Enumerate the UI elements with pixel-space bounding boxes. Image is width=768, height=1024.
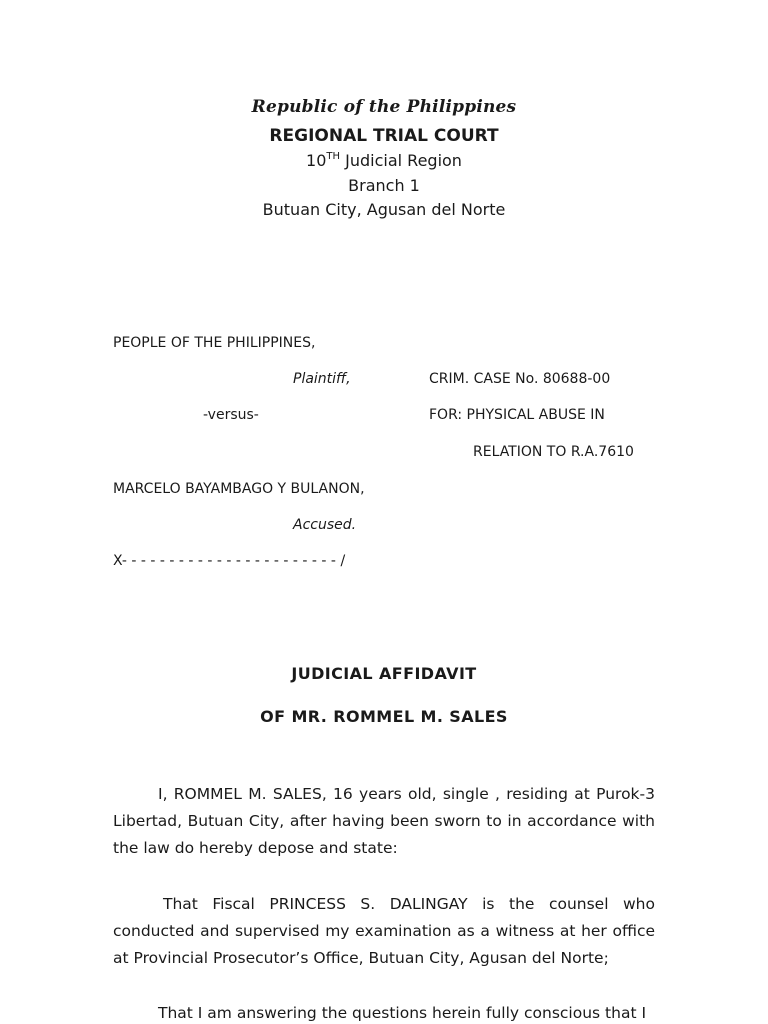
region-number: 10 — [306, 151, 327, 170]
court-location: Butuan City, Agusan del Norte — [262, 200, 506, 219]
body-paragraph-1: I, ROMMEL M. SALES, 16 years old, single , residing at Purok-3 Libertad, Butuan City, after having been sworn to in accordance with the law do hereby depose and state: — [113, 785, 655, 857]
plaintiff-role: Plaintiff, — [293, 371, 351, 387]
affiant-title: OF MR. ROMMEL M. SALES — [260, 707, 508, 726]
body-paragraph-3: That I am answering the questions herein fully conscious that I — [158, 1004, 647, 1022]
plaintiff-name: PEOPLE OF THE PHILIPPINES, — [113, 335, 316, 351]
accused-role: Accused. — [293, 517, 357, 533]
judicial-region — [0, 151, 768, 170]
accused-name: MARCELO BAYAMBAGO Y BULANON, — [113, 481, 365, 497]
branch: Branch 1 — [348, 176, 420, 195]
versus: -versus- — [203, 407, 259, 423]
region-label: Judicial Region — [340, 151, 462, 170]
case-number: CRIM. CASE No. 80688-00 — [429, 371, 611, 387]
charge-line-2: RELATION TO R.A.7610 — [473, 444, 634, 460]
region-ordinal: TH — [326, 151, 341, 162]
affidavit-title: JUDICIAL AFFIDAVIT — [291, 664, 477, 683]
charge-line-1: FOR: PHYSICAL ABUSE IN — [429, 407, 605, 423]
court-name: REGIONAL TRIAL COURT — [269, 126, 499, 146]
republic-heading: Republic of the Philippines — [251, 97, 517, 117]
caption-separator: X- - - - - - - - - - - - - - - - - - - - - - - / — [113, 553, 346, 569]
body-paragraph-2: That Fiscal PRINCESS S. DALINGAY is the counsel who conducted and supervised my examination as a witness at her office at Provincial Prosecutor’s Office, Butuan City, Agusan del Norte; — [113, 895, 655, 967]
